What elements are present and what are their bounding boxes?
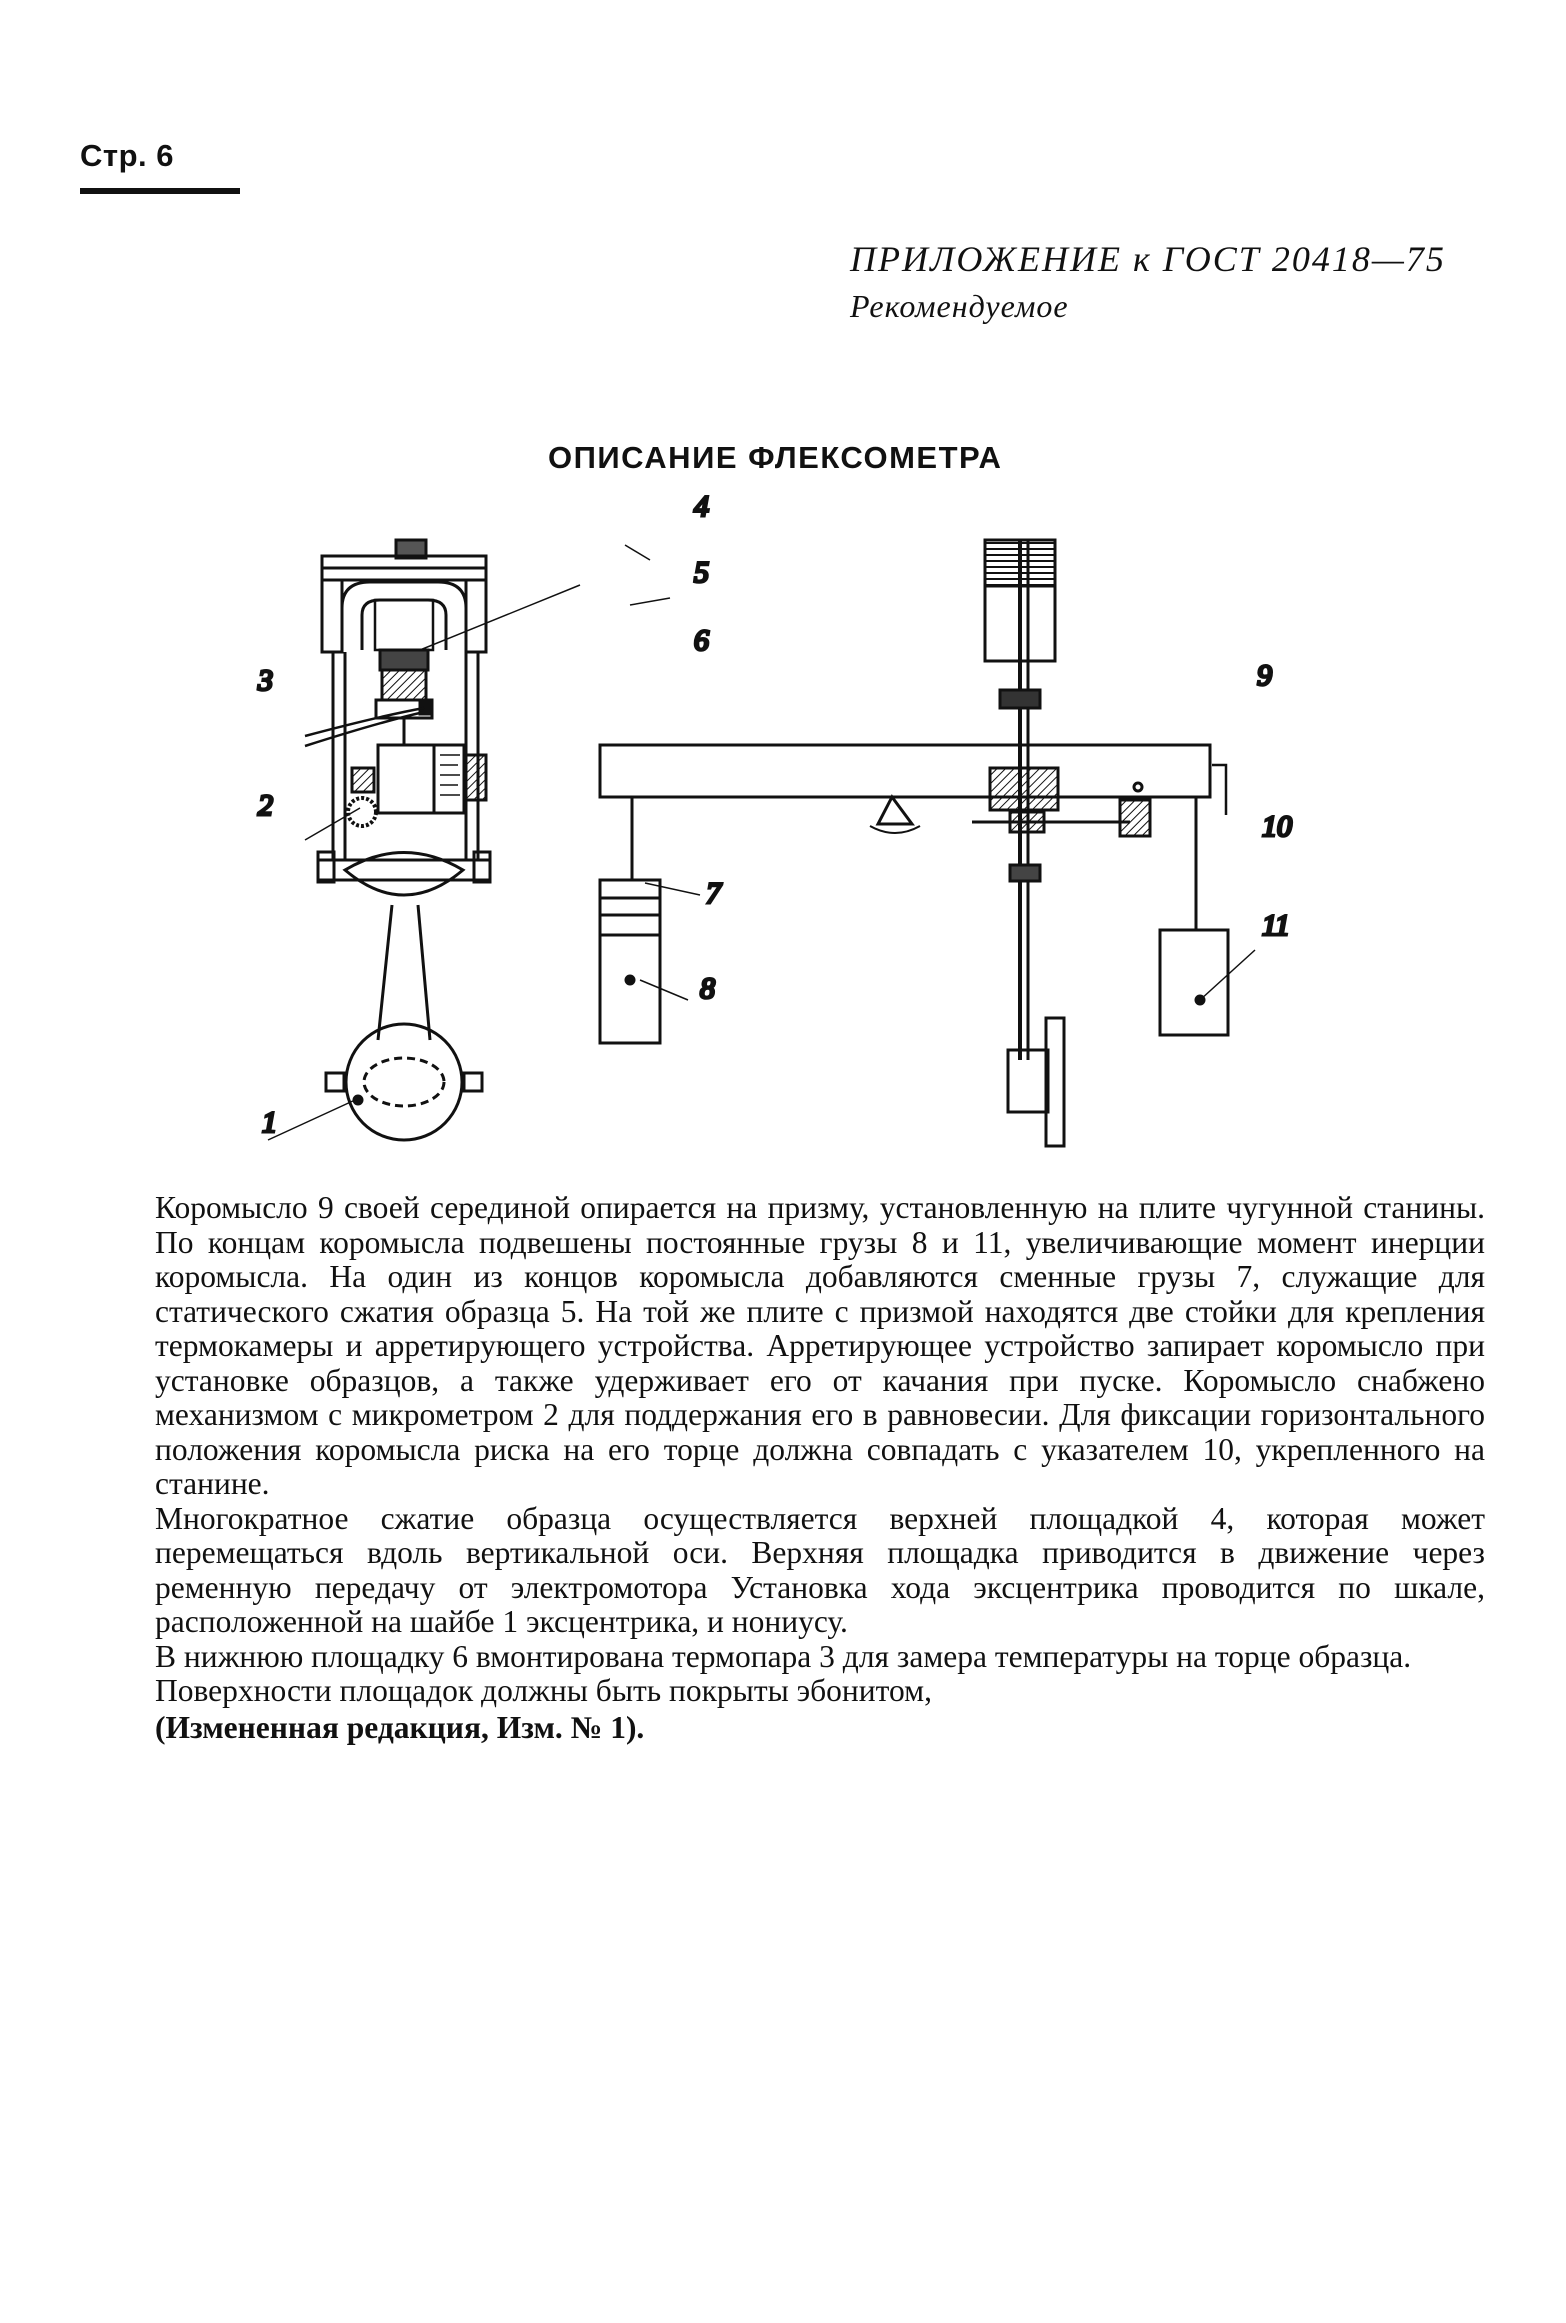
fig-label-9: 9: [1257, 659, 1272, 692]
fig-label-8: 8: [700, 972, 715, 1005]
fig-label-2: 2: [258, 789, 273, 822]
section-title: ОПИСАНИЕ ФЛЕКСОМЕТРА: [548, 440, 1003, 475]
appendix-status: Рекомендуемое: [850, 288, 1069, 324]
fig-label-7: 7: [706, 877, 721, 910]
paragraph-1: Коромысло 9 своей серединой опирается на призму, установленную на плите чугунной станины. По концам коромысла подвешены постоянные грузы 8 и 11, увеличивающие момент инерции коромысла. На один из концов коромысла добавляются сменные грузы 7, служащие для статического сжатия образца 5. На той же плите с призмой находятся две стойки для крепления термокамеры и арретирующего устройства. Арретирующее устройство запирает коромысло при установке образцов, а также удерживает его от качания при пуске. Коромысло снабжено механизмом с микрометром 2 для поддержания его в равновесии. Для фиксации горизонтального положения коромысла риска на его торце должна совпадать с указателем 10, укрепленного на станине.: [155, 1190, 1485, 1501]
amendment-note: (Измененная редакция, Изм. № 1).: [155, 1709, 645, 1745]
front-view-drawing: [268, 540, 580, 1140]
appendix-title: ПРИЛОЖЕНИЕ к ГОСТ 20418—75: [850, 239, 1446, 279]
fig-label-3: 3: [258, 664, 273, 697]
fig-label-11: 11: [1262, 909, 1290, 942]
paragraph-3: В нижнюю площадку 6 вмонтирована термопара 3 для замера температуры на торце образца.: [155, 1638, 1412, 1674]
paragraph-4: Поверхности площадок должны быть покрыты эбонитом,: [155, 1673, 932, 1708]
fig-label-4: 4: [694, 490, 709, 523]
fig-label-5: 5: [694, 556, 709, 589]
fig-label-10: 10: [1262, 810, 1292, 843]
fig-label-1: 1: [262, 1106, 277, 1139]
fig-label-6: 6: [694, 624, 709, 657]
page-number: Стр. 6: [80, 138, 174, 173]
paragraph-2: Многократное сжатие образца осуществляется верхней площадкой 4, которая может перемещаться вдоль вертикальной оси. Верхняя площадка приводится в движение через ременную передачу от электромотора Установка хода эксцентрика проводится по шкале, расположенной на шайбе 1 эксцентрика, и нониусу.: [155, 1500, 1485, 1639]
description-text: [155, 1191, 1485, 1745]
